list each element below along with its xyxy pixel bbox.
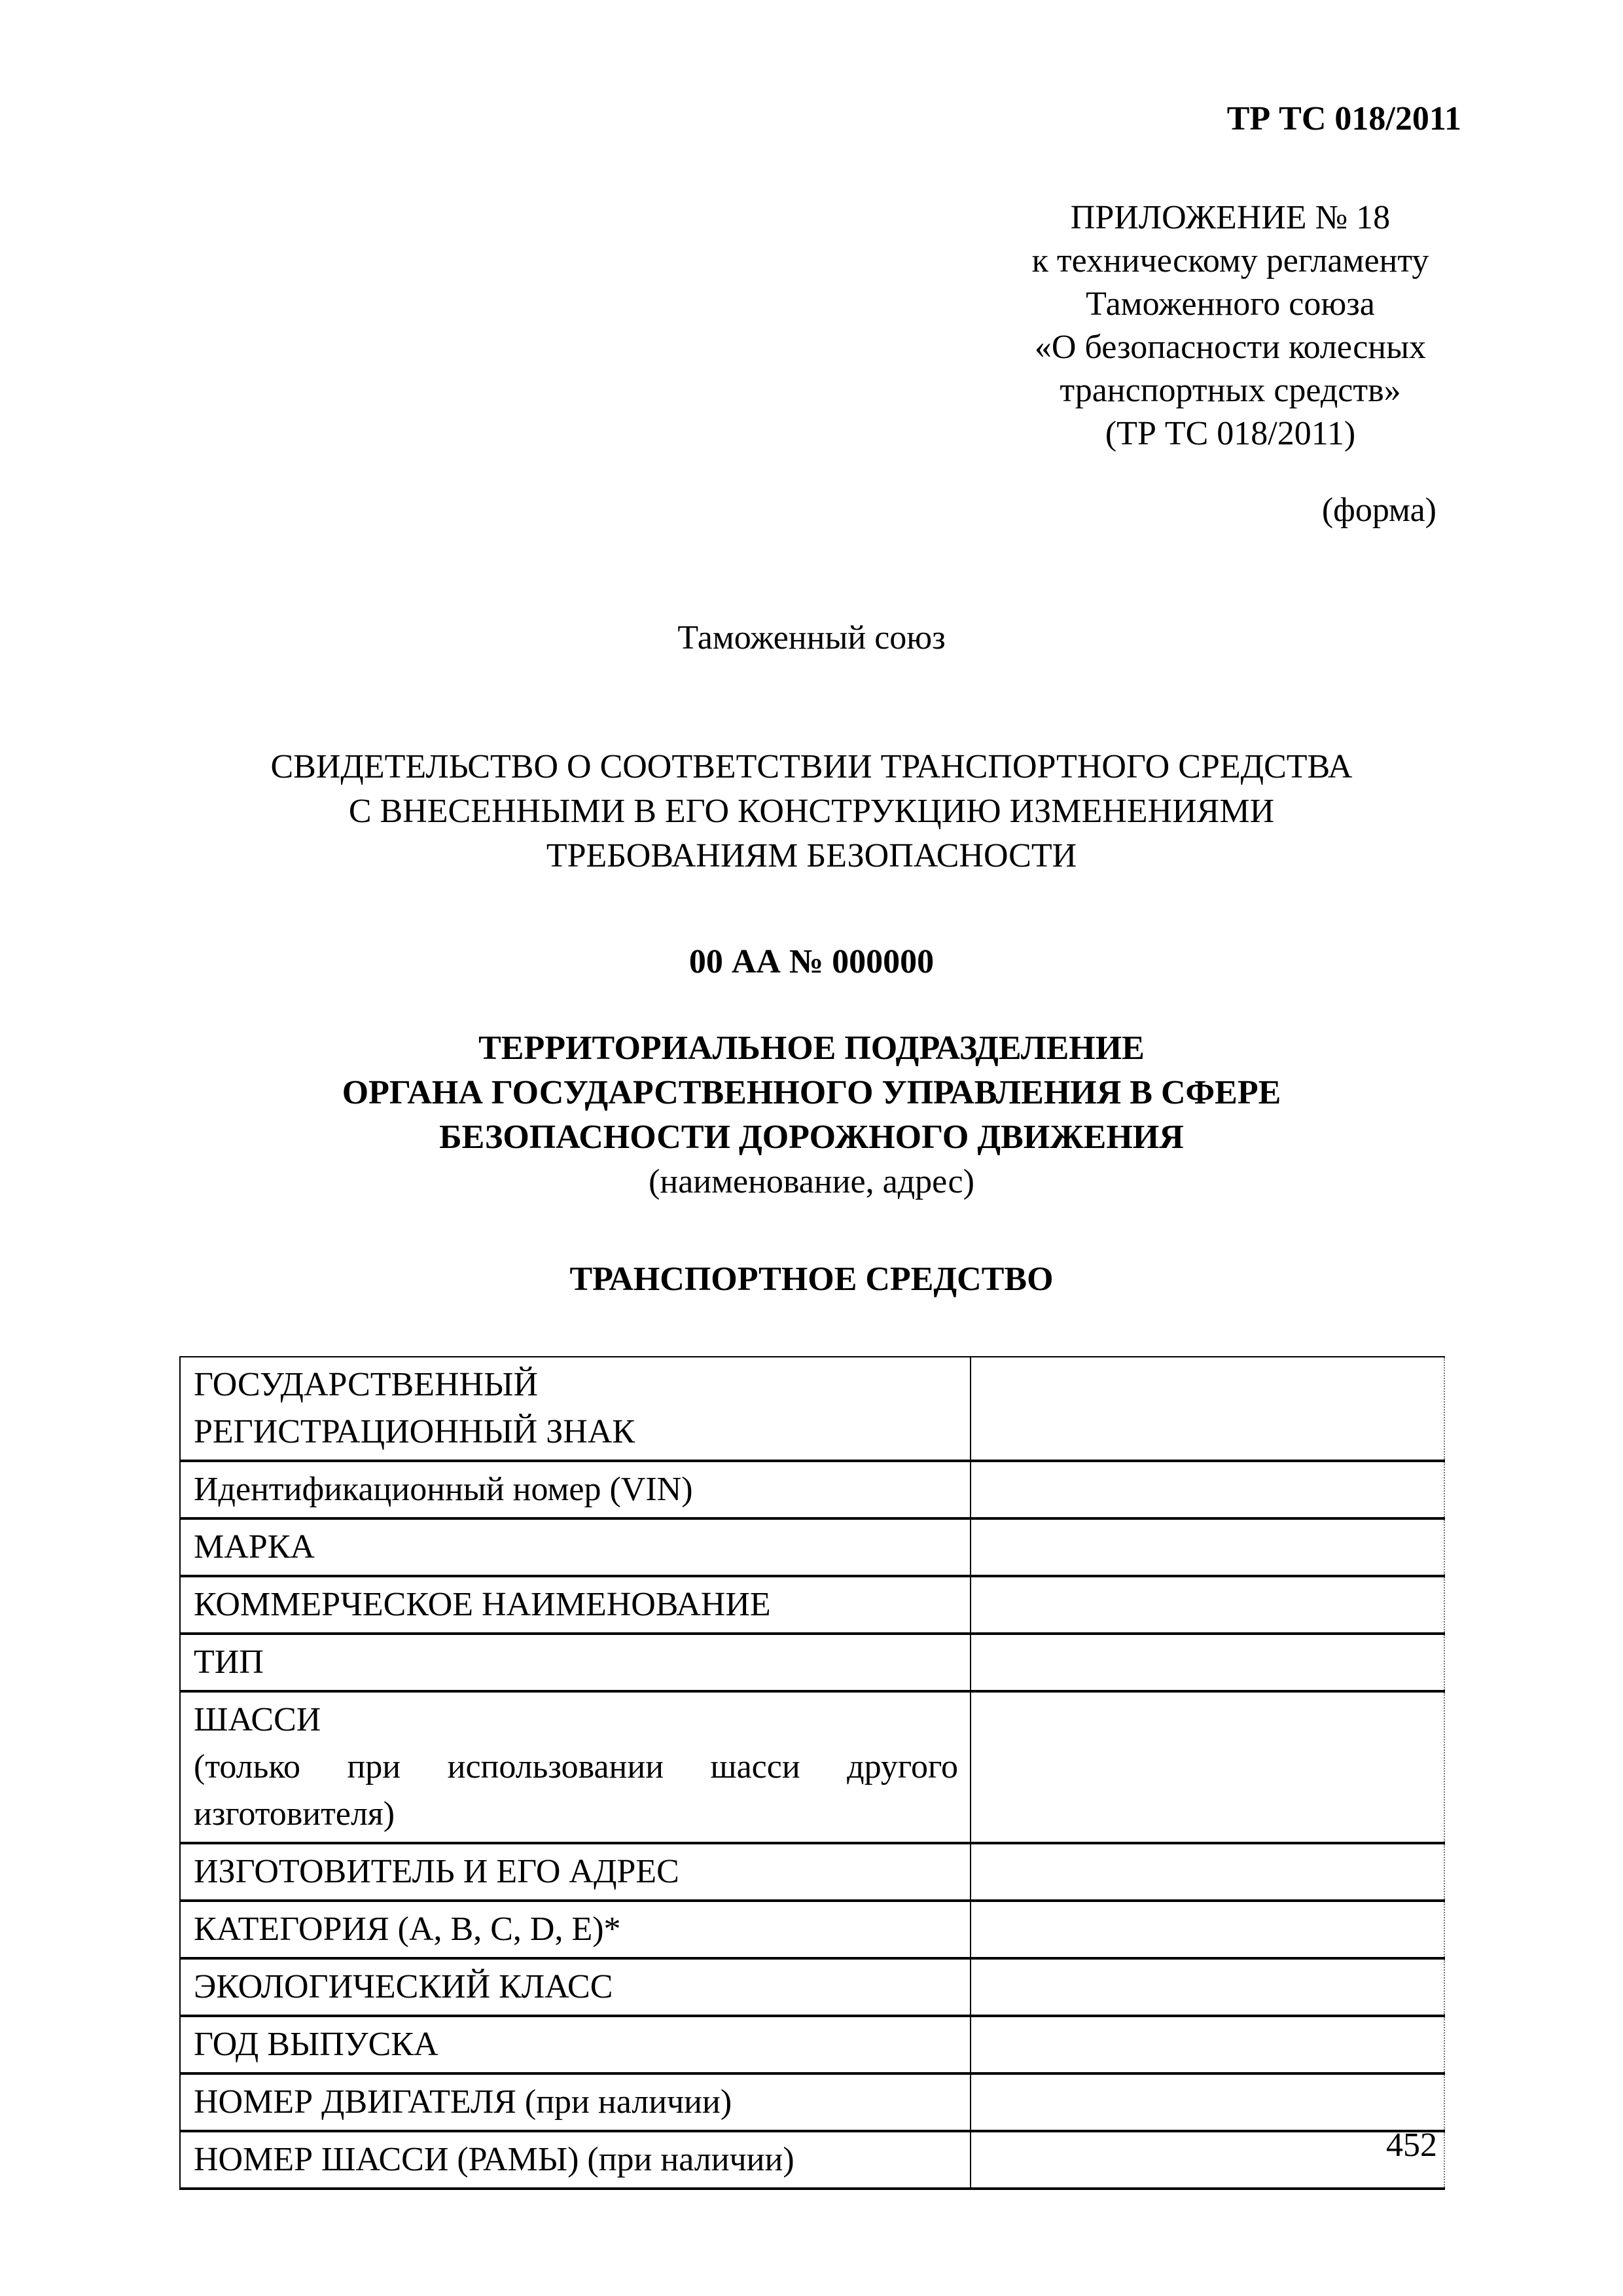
row-label-line: ШАССИ xyxy=(194,1701,321,1738)
row-label xyxy=(180,1843,971,1901)
table-row xyxy=(180,1691,1444,1843)
row-label-line: ГОД ВЫПУСКА xyxy=(194,2026,438,2063)
table-row xyxy=(180,1461,1444,1518)
row-value-field[interactable] xyxy=(971,2073,1444,2131)
row-value-field[interactable] xyxy=(971,1634,1444,1691)
document-code: ТР ТС 018/2011 xyxy=(1226,100,1461,137)
row-label-line: изготовителя) xyxy=(194,1795,395,1833)
table-row xyxy=(180,1634,1444,1691)
union-name: Таможенный союз xyxy=(677,619,946,656)
appendix-line: Таможенного союза xyxy=(1086,285,1375,323)
table-row xyxy=(180,1576,1444,1634)
row-label xyxy=(180,2073,971,2131)
appendix-line: ПРИЛОЖЕНИЕ № 18 xyxy=(1070,199,1391,236)
row-value-field[interactable] xyxy=(971,1958,1444,2016)
certificate-title-line: СВИДЕТЕЛЬСТВО О СООТВЕТСТВИИ ТРАНСПОРТНОГО СРЕДСТВА xyxy=(270,748,1353,785)
row-label-line: НОМЕР ШАССИ (РАМЫ) (при наличии) xyxy=(194,2141,794,2178)
appendix-line: транспортных средств» xyxy=(1060,372,1401,409)
page-number: 452 xyxy=(1386,2126,1437,2164)
row-value-field[interactable] xyxy=(971,1691,1444,1843)
row-label-line: РЕГИСТРАЦИОННЫЙ ЗНАК xyxy=(194,1413,635,1450)
row-label-line: ГОСУДАРСТВЕННЫЙ xyxy=(194,1366,538,1403)
certificate-title xyxy=(0,745,1623,878)
row-label xyxy=(180,1691,971,1843)
row-value-field[interactable] xyxy=(971,2016,1444,2073)
vehicle-heading: ТРАНСПОРТНОЕ СРЕДСТВО xyxy=(569,1261,1054,1298)
row-label xyxy=(180,1576,971,1634)
vehicle-table xyxy=(179,1356,1445,2190)
table-row xyxy=(180,1518,1444,1576)
row-label xyxy=(180,1357,971,1461)
row-label xyxy=(180,1901,971,1958)
organization-line: БЕЗОПАСНОСТИ ДОРОЖНОГО ДВИЖЕНИЯ xyxy=(439,1119,1184,1156)
row-label-line: ЭКОЛОГИЧЕСКИЙ КЛАСС xyxy=(194,1968,613,2005)
table-row xyxy=(180,1843,1444,1901)
organization-title xyxy=(0,1026,1623,1160)
row-value-field[interactable] xyxy=(971,1518,1444,1576)
row-label xyxy=(180,1461,971,1518)
certificate-title-line: С ВНЕСЕННЫМИ В ЕГО КОНСТРУКЦИЮ ИЗМЕНЕНИЯМИ xyxy=(348,793,1275,830)
row-value-field[interactable] xyxy=(971,1357,1444,1461)
appendix-block xyxy=(936,196,1525,456)
certificate-number: 00 АА № 000000 xyxy=(688,943,935,980)
row-label-line: ИЗГОТОВИТЕЛЬ И ЕГО АДРЕС xyxy=(194,1853,679,1890)
row-label xyxy=(180,2016,971,2073)
row-label xyxy=(180,2131,971,2189)
row-label-line: Идентификационный номер (VIN) xyxy=(194,1471,693,1508)
row-label-line: НОМЕР ДВИГАТЕЛЯ (при наличии) xyxy=(194,2083,732,2121)
row-label-line: ТИП xyxy=(194,1643,264,1681)
table-row xyxy=(180,2016,1444,2073)
row-label xyxy=(180,1518,971,1576)
row-label-line: МАРКА xyxy=(194,1528,315,1566)
table-row xyxy=(180,2073,1444,2131)
form-label: (форма) xyxy=(1321,492,1436,529)
row-label-line: КОММЕРЧЕСКОЕ НАИМЕНОВАНИЕ xyxy=(194,1586,771,1623)
table-row xyxy=(180,1901,1444,1958)
row-label xyxy=(180,1958,971,2016)
row-value-field[interactable] xyxy=(971,2131,1444,2189)
row-value-field[interactable] xyxy=(971,1576,1444,1634)
organization-line: ОРГАНА ГОСУДАРСТВЕННОГО УПРАВЛЕНИЯ В СФЕРЕ xyxy=(342,1074,1281,1111)
appendix-line: к техническому регламенту xyxy=(1031,242,1429,279)
table-row xyxy=(180,1357,1444,1461)
certificate-title-line: ТРЕБОВАНИЯМ БЕЗОПАСНОСТИ xyxy=(546,837,1077,874)
table-row xyxy=(180,1958,1444,2016)
appendix-line: «О безопасности колесных xyxy=(1034,329,1427,366)
appendix-line: (ТР ТС 018/2011) xyxy=(1105,415,1356,452)
row-value-field[interactable] xyxy=(971,1901,1444,1958)
row-value-field[interactable] xyxy=(971,1461,1444,1518)
row-label-line: (только при использовании шасси другого xyxy=(194,1748,958,1785)
row-label xyxy=(180,1634,971,1691)
organization-subtitle: (наименование, адрес) xyxy=(649,1163,974,1200)
row-label-line: КАТЕГОРИЯ (A, B, C, D, E)* xyxy=(194,1910,621,1948)
table-row xyxy=(180,2131,1444,2189)
organization-line: ТЕРРИТОРИАЛЬНОЕ ПОДРАЗДЕЛЕНИЕ xyxy=(478,1030,1145,1067)
row-value-field[interactable] xyxy=(971,1843,1444,1901)
